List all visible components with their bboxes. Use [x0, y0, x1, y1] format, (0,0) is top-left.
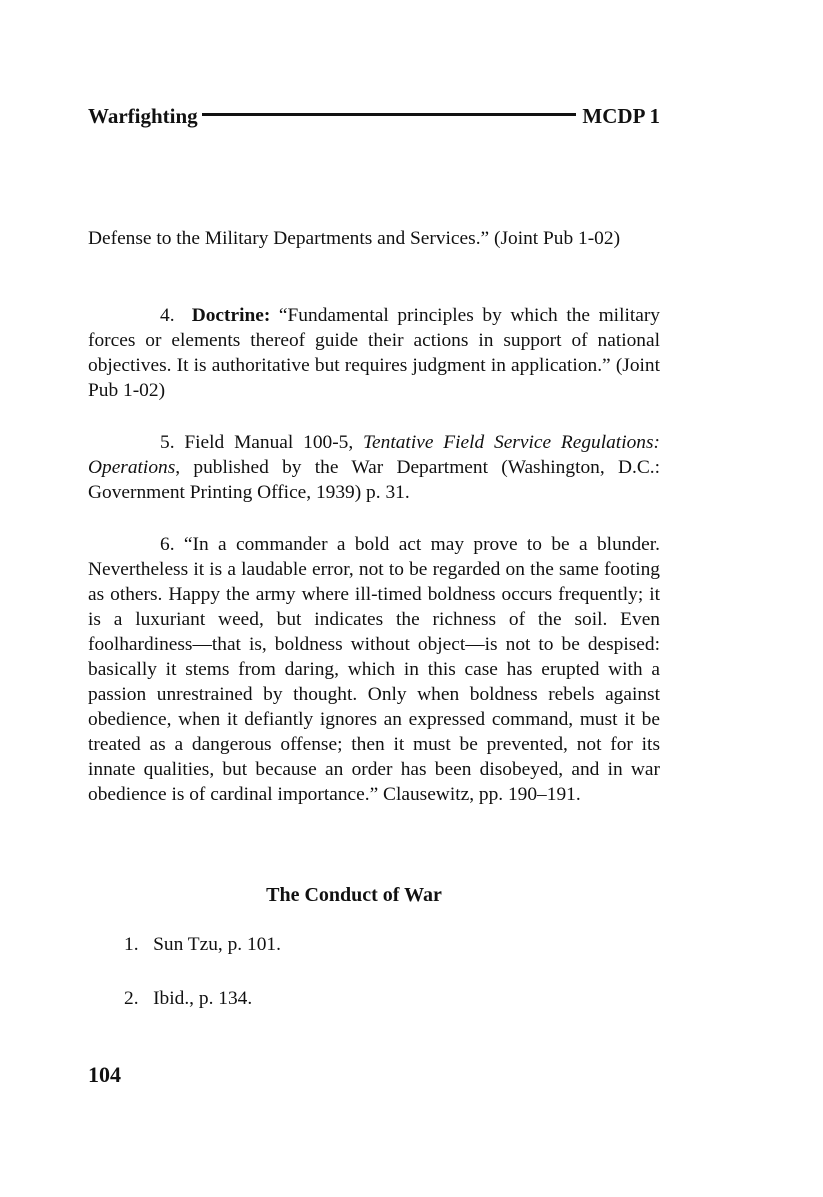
list-item [124, 988, 252, 1010]
note-title: Tentative Field Service Regulations: Operations [88, 432, 660, 478]
note-number: 4. [160, 305, 175, 326]
note-text: “Fundamental principles by which the military forces or elements thereof guide their actions in support of national objectives. It is authoritative but requires judgment in application.” (Joint Pub 1-02) [88, 305, 660, 401]
continuation-text: Defense to the Military Departments and Services.” (Joint Pub 1-02) [88, 228, 621, 249]
page-number: 104 [88, 1062, 121, 1087]
list-text: Ibid., p. 134. [153, 988, 253, 1009]
list-text: Sun Tzu, p. 101. [153, 934, 281, 955]
list-item [124, 934, 281, 956]
list-number: 1. [124, 934, 139, 955]
header-rule [202, 113, 577, 116]
list-number: 2. [124, 988, 139, 1009]
header-title: Warfighting [88, 103, 198, 128]
note-text: “In a commander a bold act may prove to be a blunder. Nevertheless it is a laudable error, not to be regarded on the same footing as others. Happy the army where ill-timed boldness occurs frequently; it is a luxuriant weed, but indicates the richness of the soil. Even foolhardiness—that is, boldness without object—is not to be despised: basically it stems from daring, which in this case has erupted with a passion unrestrained by thought. Only when boldness rebels against obedience, when it defiantly ignores an expressed command, must it be treated as a dangerous offense; then it must be prevented, not for its innate qualities, but because an order has been disobeyed, and in war obedience is of cardinal importance.” Clausewitz, pp. 190–191. [88, 534, 660, 805]
note-5 [88, 430, 660, 505]
note-continuation [88, 226, 660, 251]
note-text-post: , published by the War Department (Washington, D.C.: Government Printing Office, 1939) p. 31. [88, 457, 660, 503]
running-header [88, 102, 660, 130]
note-number: 5. [160, 432, 175, 453]
section-title: The Conduct of War [266, 884, 442, 906]
header-publication: MCDP 1 [582, 103, 660, 128]
note-term: Doctrine: [191, 305, 271, 326]
note-6 [88, 532, 660, 807]
note-4 [88, 303, 660, 403]
note-text-pre: Field Manual 100-5, [174, 432, 364, 453]
note-number: 6. [160, 534, 175, 555]
